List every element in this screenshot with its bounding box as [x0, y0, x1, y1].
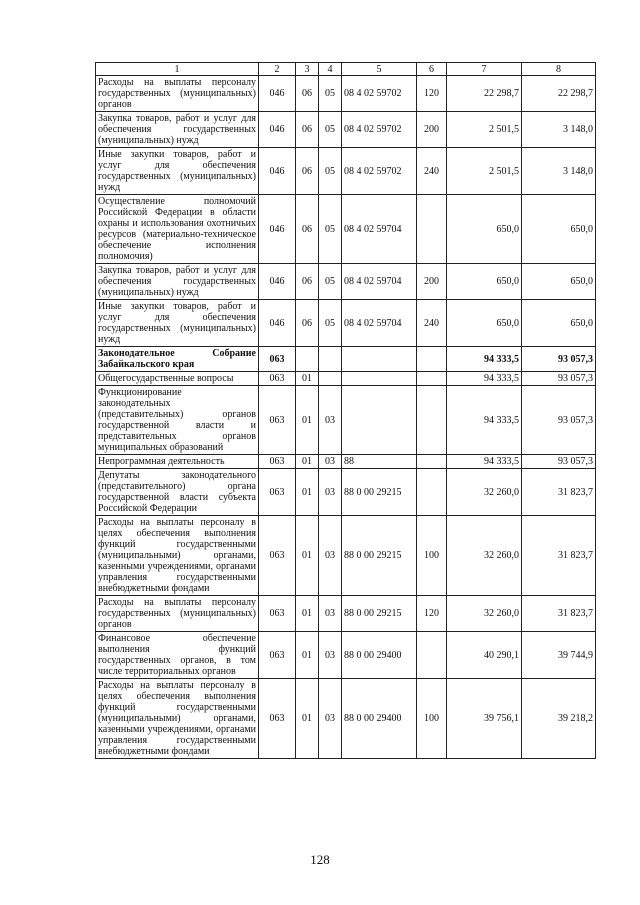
column-header: 2 [259, 63, 296, 76]
table-row [96, 516, 596, 596]
table-row [96, 679, 596, 759]
subsection-code-cell: 03 [319, 386, 342, 455]
target-article-cell: 08 4 02 59702 [342, 148, 417, 195]
ministry-code-cell: 063 [259, 679, 296, 759]
subsection-code-cell: 05 [319, 264, 342, 300]
target-article-cell [342, 372, 417, 386]
expense-type-cell [417, 386, 447, 455]
item-name-cell: Закупка товаров, работ и услуг для обеспечения государственных (муниципальных) нужд [96, 112, 259, 148]
expense-type-cell [417, 195, 447, 264]
table-row [96, 469, 596, 516]
target-article-cell: 88 0 00 29400 [342, 632, 417, 679]
section-code-cell: 06 [296, 195, 319, 264]
section-code-cell: 01 [296, 455, 319, 469]
item-name-cell: Расходы на выплаты персоналу в целях обеспечения выполнения функций государственными (муниципальными) органами, казенными учреждениями, органами управления государственными внебюджетными фондами [96, 679, 259, 759]
table-row [96, 112, 596, 148]
subsection-code-cell [319, 347, 342, 372]
amount-year2-cell: 650,0 [522, 264, 596, 300]
table-row [96, 300, 596, 347]
item-name-cell: Финансовое обеспечение выполнения функций государственных органов, в том числе территориальных органов [96, 632, 259, 679]
item-name-cell: Законодательное Собрание Забайкальского края [96, 347, 259, 372]
amount-year1-cell: 32 260,0 [447, 469, 522, 516]
section-code-cell: 01 [296, 372, 319, 386]
section-code-cell: 06 [296, 264, 319, 300]
column-header: 4 [319, 63, 342, 76]
ministry-code-cell: 063 [259, 516, 296, 596]
section-code-cell [296, 347, 319, 372]
amount-year2-cell: 31 823,7 [522, 469, 596, 516]
amount-year1-cell: 94 333,5 [447, 347, 522, 372]
item-name-cell: Закупка товаров, работ и услуг для обеспечения государственных (муниципальных) нужд [96, 264, 259, 300]
table-row [96, 148, 596, 195]
expense-type-cell [417, 455, 447, 469]
amount-year1-cell: 39 756,1 [447, 679, 522, 759]
subsection-code-cell: 05 [319, 112, 342, 148]
item-name-cell: Общегосударственные вопросы [96, 372, 259, 386]
ministry-code-cell: 046 [259, 76, 296, 112]
subsection-code-cell: 05 [319, 300, 342, 347]
item-name-cell: Расходы на выплаты персоналу государственных (муниципальных) органов [96, 596, 259, 632]
expense-type-cell: 240 [417, 148, 447, 195]
expense-type-cell: 200 [417, 112, 447, 148]
table-row [96, 386, 596, 455]
expense-type-cell [417, 469, 447, 516]
expense-type-cell: 200 [417, 264, 447, 300]
target-article-cell: 88 0 00 29215 [342, 596, 417, 632]
expense-type-cell [417, 372, 447, 386]
expense-type-cell: 120 [417, 596, 447, 632]
amount-year2-cell: 3 148,0 [522, 148, 596, 195]
table-body [96, 76, 596, 759]
section-code-cell: 01 [296, 596, 319, 632]
item-name-cell: Иные закупки товаров, работ и услуг для обеспечения государственных (муниципальных) нужд [96, 148, 259, 195]
amount-year1-cell: 32 260,0 [447, 596, 522, 632]
amount-year1-cell: 94 333,5 [447, 386, 522, 455]
item-name-cell: Депутаты законодательного (представительного) органа государственной власти субъекта Российской Федерации [96, 469, 259, 516]
amount-year1-cell: 2 501,5 [447, 112, 522, 148]
amount-year1-cell: 650,0 [447, 195, 522, 264]
amount-year2-cell: 650,0 [522, 195, 596, 264]
target-article-cell: 08 4 02 59704 [342, 195, 417, 264]
amount-year2-cell: 3 148,0 [522, 112, 596, 148]
expense-type-cell [417, 347, 447, 372]
item-name-cell: Осуществление полномочий Российской Федерации в области охраны и использования охотничьих ресурсов (материально-техническое обеспечение исполнения полномочия) [96, 195, 259, 264]
column-header: 5 [342, 63, 417, 76]
target-article-cell: 08 4 02 59704 [342, 300, 417, 347]
ministry-code-cell: 063 [259, 455, 296, 469]
section-code-cell: 06 [296, 76, 319, 112]
table-row [96, 347, 596, 372]
amount-year2-cell: 31 823,7 [522, 596, 596, 632]
expense-type-cell: 120 [417, 76, 447, 112]
amount-year2-cell: 22 298,7 [522, 76, 596, 112]
subsection-code-cell: 03 [319, 632, 342, 679]
amount-year2-cell: 93 057,3 [522, 347, 596, 372]
ministry-code-cell: 063 [259, 632, 296, 679]
section-code-cell: 06 [296, 112, 319, 148]
table-row [96, 632, 596, 679]
subsection-code-cell: 05 [319, 76, 342, 112]
target-article-cell: 88 0 00 29215 [342, 516, 417, 596]
table-row [96, 596, 596, 632]
page-number: 128 [310, 852, 330, 867]
target-article-cell: 08 4 02 59704 [342, 264, 417, 300]
column-header: 1 [96, 63, 259, 76]
item-name-cell: Иные закупки товаров, работ и услуг для обеспечения государственных (муниципальных) нужд [96, 300, 259, 347]
ministry-code-cell: 063 [259, 372, 296, 386]
target-article-cell: 88 0 00 29400 [342, 679, 417, 759]
amount-year2-cell: 93 057,3 [522, 455, 596, 469]
expense-type-cell [417, 632, 447, 679]
section-code-cell: 01 [296, 679, 319, 759]
amount-year1-cell: 650,0 [447, 300, 522, 347]
ministry-code-cell: 046 [259, 112, 296, 148]
column-header: 7 [447, 63, 522, 76]
target-article-cell: 08 4 02 59702 [342, 112, 417, 148]
section-code-cell: 01 [296, 469, 319, 516]
amount-year1-cell: 650,0 [447, 264, 522, 300]
item-name-cell: Расходы на выплаты персоналу государственных (муниципальных) органов [96, 76, 259, 112]
target-article-cell: 88 0 00 29215 [342, 469, 417, 516]
table-row [96, 455, 596, 469]
amount-year1-cell: 2 501,5 [447, 148, 522, 195]
subsection-code-cell: 03 [319, 679, 342, 759]
table-row [96, 264, 596, 300]
subsection-code-cell: 03 [319, 455, 342, 469]
section-code-cell: 06 [296, 300, 319, 347]
ministry-code-cell: 046 [259, 148, 296, 195]
subsection-code-cell: 03 [319, 516, 342, 596]
table-row [96, 76, 596, 112]
amount-year1-cell: 22 298,7 [447, 76, 522, 112]
ministry-code-cell: 063 [259, 347, 296, 372]
amount-year2-cell: 650,0 [522, 300, 596, 347]
target-article-cell [342, 386, 417, 455]
item-name-cell: Непрограммная деятельность [96, 455, 259, 469]
amount-year2-cell: 31 823,7 [522, 516, 596, 596]
amount-year2-cell: 39 744,9 [522, 632, 596, 679]
expense-type-cell: 100 [417, 516, 447, 596]
table-row [96, 372, 596, 386]
ministry-code-cell: 046 [259, 300, 296, 347]
amount-year1-cell: 40 290,1 [447, 632, 522, 679]
table-row [96, 195, 596, 264]
amount-year2-cell: 93 057,3 [522, 386, 596, 455]
column-header: 3 [296, 63, 319, 76]
expense-type-cell: 240 [417, 300, 447, 347]
target-article-cell: 88 [342, 455, 417, 469]
column-header: 6 [417, 63, 447, 76]
section-code-cell: 01 [296, 386, 319, 455]
ministry-code-cell: 046 [259, 195, 296, 264]
table-header-row [96, 63, 596, 76]
amount-year1-cell: 32 260,0 [447, 516, 522, 596]
column-header: 8 [522, 63, 596, 76]
ministry-code-cell: 046 [259, 264, 296, 300]
subsection-code-cell: 03 [319, 469, 342, 516]
section-code-cell: 06 [296, 148, 319, 195]
section-code-cell: 01 [296, 516, 319, 596]
item-name-cell: Расходы на выплаты персоналу в целях обеспечения выполнения функций государственными (муниципальными) органами, казенными учреждениями, органами управления государственными внебюджетными фондами [96, 516, 259, 596]
target-article-cell [342, 347, 417, 372]
subsection-code-cell: 05 [319, 195, 342, 264]
subsection-code-cell [319, 372, 342, 386]
amount-year1-cell: 94 333,5 [447, 372, 522, 386]
subsection-code-cell: 03 [319, 596, 342, 632]
item-name-cell: Функционирование законодательных (представительных) органов государственной власти и представительных органов муниципальных образований [96, 386, 259, 455]
subsection-code-cell: 05 [319, 148, 342, 195]
expense-type-cell: 100 [417, 679, 447, 759]
amount-year2-cell: 93 057,3 [522, 372, 596, 386]
ministry-code-cell: 063 [259, 469, 296, 516]
amount-year1-cell: 94 333,5 [447, 455, 522, 469]
target-article-cell: 08 4 02 59702 [342, 76, 417, 112]
ministry-code-cell: 063 [259, 386, 296, 455]
budget-table [95, 62, 596, 759]
ministry-code-cell: 063 [259, 596, 296, 632]
section-code-cell: 01 [296, 632, 319, 679]
amount-year2-cell: 39 218,2 [522, 679, 596, 759]
